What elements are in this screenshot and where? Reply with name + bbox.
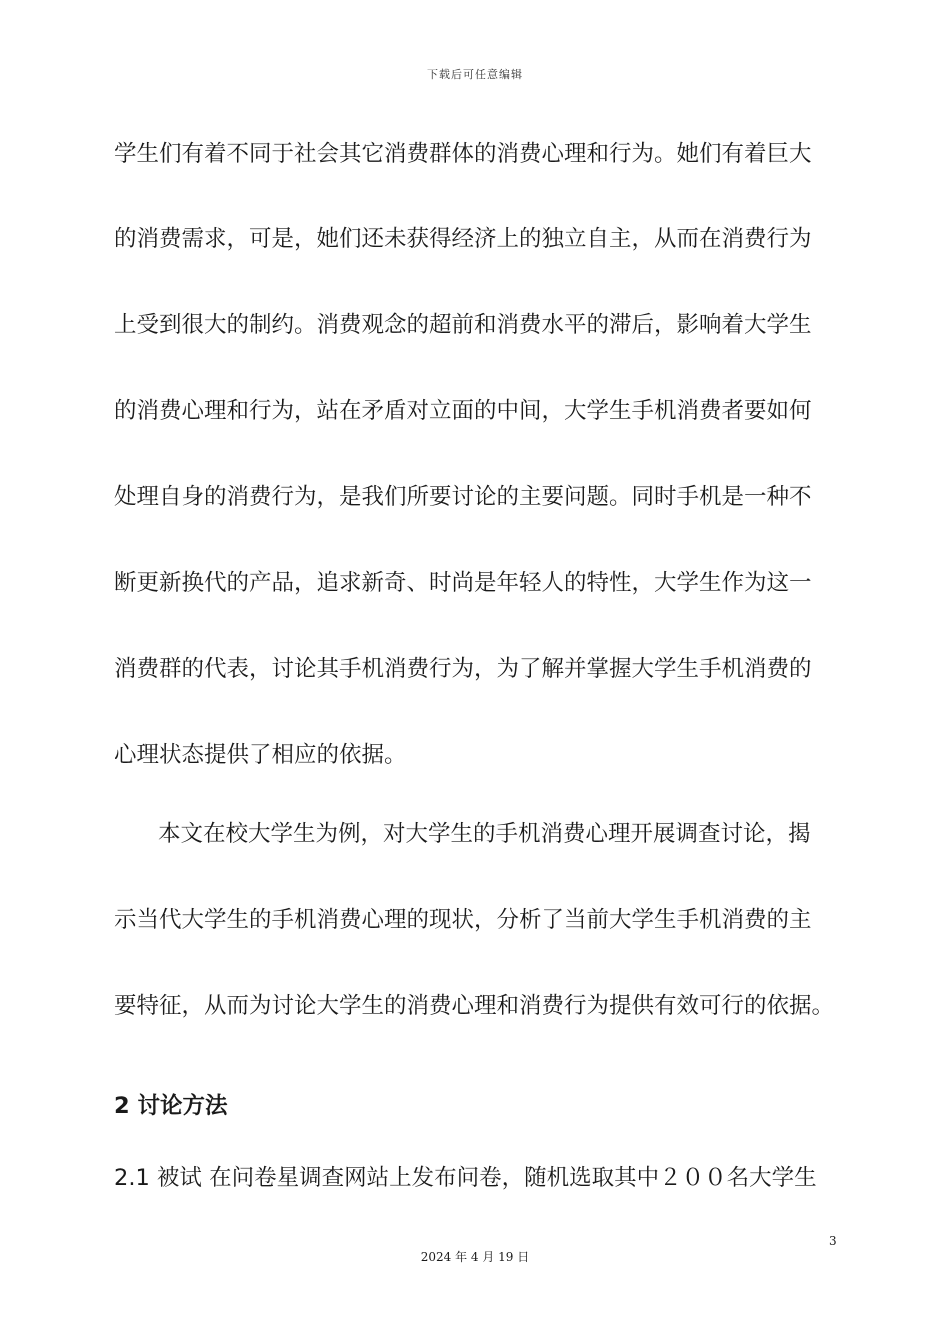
paragraph-line: 示当代大学生的手机消费心理的现状，分析了当前大学生手机消费的主 [114, 907, 812, 933]
page-number: 3 [829, 1234, 837, 1248]
paragraph-line: 上受到很大的制约。消费观念的超前和消费水平的滞后，影响着大学生 [114, 312, 812, 338]
paragraph-line: 的消费需求，可是，她们还未获得经济上的独立自主，从而在消费行为 [114, 226, 812, 252]
paragraph-line: 消费群的代表，讨论其手机消费行为，为了解并掌握大学生手机消费的 [114, 656, 812, 682]
paragraph-line: 的消费心理和行为，站在矛盾对立面的中间，大学生手机消费者要如何 [114, 398, 812, 424]
header-note: 下载后可任意编辑 [427, 68, 523, 81]
paragraph-line: 要特征，从而为讨论大学生的消费心理和消费行为提供有效可行的依据。 [114, 993, 835, 1019]
paragraph-line: 心理状态提供了相应的依据。 [114, 742, 407, 768]
footer-date: 2024 年 4 月 19 日 [420, 1250, 530, 1264]
paragraph-line: 处理自身的消费行为，是我们所要讨论的主要问题。同时手机是一种不 [114, 484, 812, 510]
paragraph-line: 本文在校大学生为例，对大学生的手机消费心理开展调查讨论，揭 [158, 821, 811, 847]
paragraph-line: 学生们有着不同于社会其它消费群体的消费心理和行为。她们有着巨大 [114, 141, 812, 167]
subsection-line: 2.1 被试 在问卷星调查网站上发布问卷，随机选取其中２００名大学生 [114, 1165, 817, 1191]
paragraph-line: 断更新换代的产品，追求新奇、时尚是年轻人的特性，大学生作为这一 [114, 570, 812, 596]
section-heading: 2 讨论方法 [114, 1093, 228, 1119]
